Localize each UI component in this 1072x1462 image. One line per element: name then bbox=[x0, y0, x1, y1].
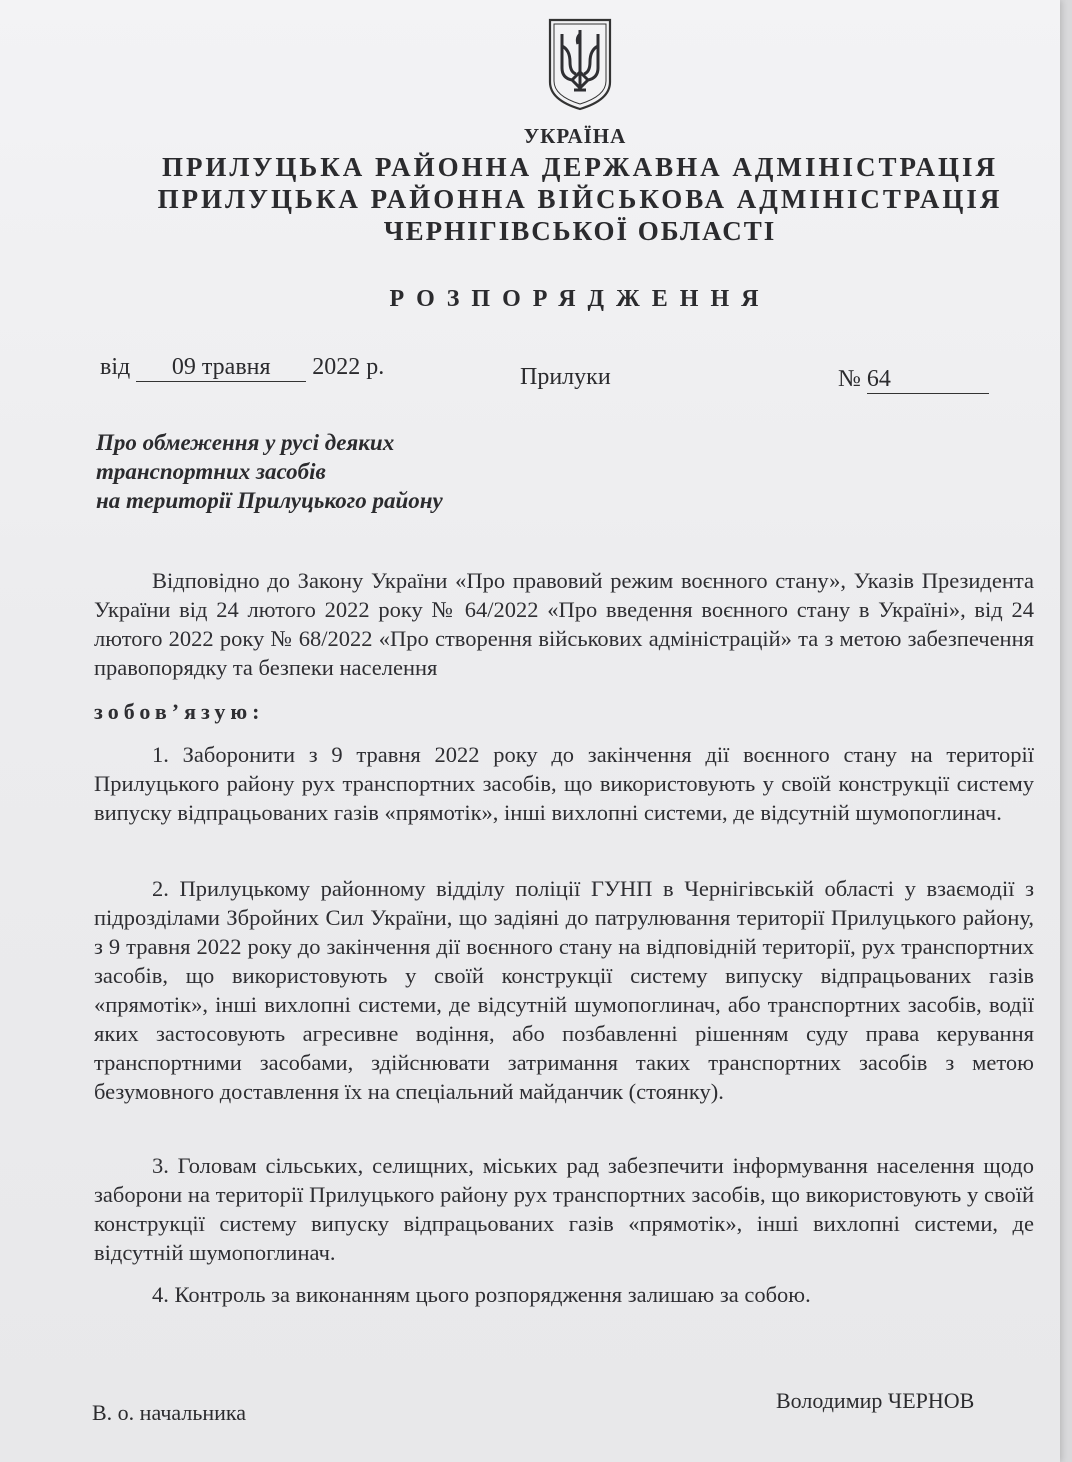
item-paragraph-4: 4. Контроль за виконанням цього розпорядження залишаю за собою. bbox=[152, 1282, 811, 1307]
subject-line-1: Про обмеження у русі деяких bbox=[96, 430, 395, 455]
subject-line-2: транспортних засобів bbox=[96, 459, 326, 484]
coat-of-arms-icon bbox=[546, 16, 614, 112]
item-paragraph-3: 3. Головам сільських, селищних, міських рад забезпечити інформування населення щодо заборони на території Прилуцького району рух транспортних засобів, що використовують у своїй конструкції систему випуску відпрацьованих газів «прямотік», інші вихлопні системи, де відсутній шумопоглинач. bbox=[94, 1153, 1034, 1265]
org-line-1: ПРИЛУЦЬКА РАЙОННА ДЕРЖАВНА АДМІНІСТРАЦІЯ bbox=[161, 152, 999, 182]
document-type-title: РОЗПОРЯДЖЕННЯ bbox=[389, 286, 771, 312]
date-line bbox=[100, 354, 384, 382]
date-year: 2022 р. bbox=[312, 354, 385, 380]
item-paragraph-1: 1. Заборонити з 9 травня 2022 року до закінчення дії воєнного стану на території Прилуцького району рух транспортних засобів, що використовують у своїй конструкції систему випуску відпрацьованих газів «прямотік», інші вихлопні системи, де відсутній шумопоглинач. bbox=[94, 742, 1034, 825]
date-value: 09 травня bbox=[136, 354, 306, 382]
place: Прилуки bbox=[520, 364, 611, 390]
signer-name: Володимир ЧЕРНОВ bbox=[776, 1388, 975, 1413]
date-prefix: від bbox=[100, 354, 131, 380]
oblige-word: зобов’язую: bbox=[94, 699, 265, 724]
number-line bbox=[838, 366, 989, 394]
org-line-2: ПРИЛУЦЬКА РАЙОННА ВІЙСЬКОВА АДМІНІСТРАЦІЯ bbox=[157, 184, 1003, 214]
signer-position: В. о. начальника bbox=[92, 1400, 247, 1425]
org-line-3: ЧЕРНІГІВСЬКОЇ ОБЛАСТІ bbox=[383, 216, 777, 246]
subject-block bbox=[96, 428, 443, 515]
number-value: 64 bbox=[867, 366, 989, 394]
preamble-paragraph: Відповідно до Закону України «Про правовий режим воєнного стану», Указів Президента України від 24 лютого 2022 року № 64/2022 «Про введення воєнного стану в Україні», від 24 лютого 2022 року № 68/2022 «Про створення військових адміністрацій» та з метою забезпечення правопорядку та безпеки населення bbox=[94, 568, 1034, 680]
number-label: № bbox=[838, 366, 861, 392]
subject-line-3: на території Прилуцького району bbox=[96, 488, 443, 513]
item-paragraph-2: 2. Прилуцькому районному відділу поліції ГУНП в Чернігівській області у взаємодії з підрозділами Збройних Сил України, що задіяні до патрулювання території Прилуцького району, з 9 травня 2022 року до закінчення дії воєнного стану на відповідній території, рух транспортних засобів, що використовують у своїй конструкції систему випуску відпрацьованих газів «прямотік», інші вихлопні системи, де відсутній шумопоглинач, або транспортних засобів, водії яких застосовують агресивне водіння, або позбавленні рішенням суду права керування транспортними засобами, здійснювати затримання таких транспортних засобів з метою безумовного доставлення їх на спеціальний майданчик (стоянку). bbox=[94, 876, 1034, 1104]
country-name: УКРАЇНА bbox=[523, 124, 627, 148]
